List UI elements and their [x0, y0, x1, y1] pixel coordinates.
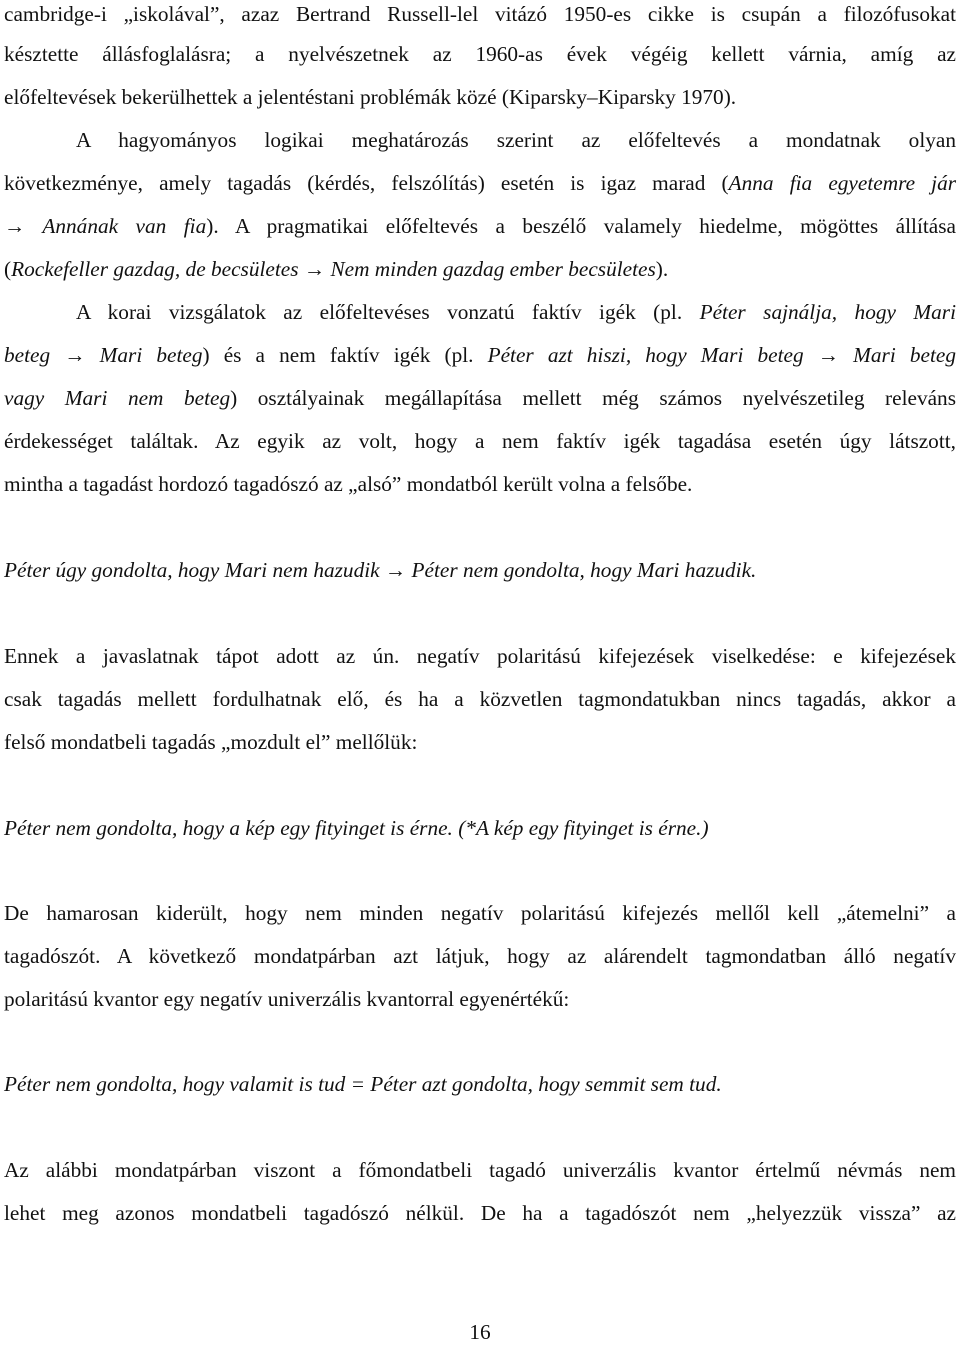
text-run: cambridge-i „iskolával”, azaz Bertrand Russell-lel vitázó 1950-es cikke is csupán a filozófusokat	[4, 2, 956, 26]
text-line-17	[4, 942, 956, 970]
text-run: ).	[655, 257, 669, 281]
italic-text-run: vagy Mari nem beteg	[4, 386, 231, 410]
text-run: Ennek a javaslatnak tápot adott az ún. negatív polaritású kifejezések viselkedése: e kifejezések	[4, 644, 956, 668]
example-sentence-2	[4, 814, 956, 842]
italic-text-run: → Annának van fia	[4, 214, 207, 238]
text-line-20	[4, 1199, 956, 1227]
text-line-4	[76, 126, 956, 154]
text-line-7	[4, 255, 956, 283]
text-run: érdekességet találtak. Az egyik az volt, hogy a nem faktív igék tagadása esetén úgy látszott,	[4, 429, 956, 453]
text-line-14	[4, 685, 956, 713]
italic-text-run: Péter nem gondolta, hogy valamit is tud = Péter azt gondolta, hogy semmit sem tud.	[4, 1072, 722, 1096]
text-line-18	[4, 985, 956, 1013]
italic-text-run: Rockefeller gazdag, de becsületes → Nem minden gazdag ember becsületes	[11, 257, 656, 281]
text-line-11	[4, 427, 956, 455]
text-run: csak tagadás mellett fordulhatnak elő, és ha a közvetlen tagmondatukban nincs tagadás, akkor a	[4, 687, 956, 711]
text-run: A korai vizsgálatok az előfeltevéses vonzatú faktív igék (pl.	[76, 300, 700, 324]
text-line-1	[4, 0, 956, 28]
example-sentence-3	[4, 1070, 956, 1098]
italic-text-run: Péter azt hiszi, hogy Mari beteg → Mari beteg	[487, 343, 956, 367]
text-line-12	[4, 470, 956, 498]
italic-text-run: Péter sajnálja, hogy Mari	[699, 300, 956, 324]
text-run: felső mondatbeli tagadás „mozdult el” mellőlük:	[4, 730, 418, 754]
text-line-5	[4, 169, 956, 197]
text-line-13	[4, 642, 956, 670]
text-run: De hamarosan kiderült, hogy nem minden negatív polaritású kifejezés mellől kell „átemelni” a	[4, 901, 956, 925]
text-line-15	[4, 728, 956, 756]
example-sentence-1	[4, 556, 956, 584]
text-line-3	[4, 83, 956, 111]
text-run: (	[4, 257, 12, 281]
text-run: Az alábbi mondatpárban viszont a főmondatbeli tagadó univerzális kvantor értelmű névmás nem	[4, 1158, 956, 1182]
text-line-8	[76, 298, 956, 326]
italic-text-run: Péter nem gondolta, hogy a kép egy fityinget is érne. (*A kép egy fityinget is érne.)	[4, 816, 709, 840]
text-run: lehet meg azonos mondatbeli tagadószó nélkül. De ha a tagadószót nem „helyezzük vissza” az	[4, 1201, 956, 1225]
text-line-10	[4, 384, 956, 412]
text-run: ) és a nem faktív igék (pl.	[202, 343, 488, 367]
text-line-19	[4, 1156, 956, 1184]
italic-text-run: Péter úgy gondolta, hogy Mari nem hazudik → Péter nem gondolta, hogy Mari hazudik.	[4, 558, 757, 582]
text-line-16	[4, 899, 956, 927]
italic-text-run: beteg → Mari beteg	[4, 343, 203, 367]
text-run: tagadószót. A következő mondatpárban azt látjuk, hogy az alárendelt tagmondatban álló negatív	[4, 944, 956, 968]
text-line-9	[4, 341, 956, 369]
text-run: következménye, amely tagadás (kérdés, felszólítás) esetén is igaz marad (	[4, 171, 729, 195]
text-run: mintha a tagadást hordozó tagadószó az „alsó” mondatból került volna a felsőbe.	[4, 472, 693, 496]
text-line-2	[4, 40, 956, 68]
text-line-6	[4, 212, 956, 240]
text-run: ). A pragmatikai előfeltevés a beszélő valamely hiedelme, mögöttes állítása	[206, 214, 956, 238]
page-number: 16	[469, 1320, 491, 1344]
text-run: polaritású kvantor egy negatív univerzális kvantorral egyenértékű:	[4, 987, 570, 1011]
text-run: A hagyományos logikai meghatározás szerint az előfeltevés a mondatnak olyan	[76, 128, 956, 152]
italic-text-run: Anna fia egyetemre jár	[728, 171, 956, 195]
text-run: késztette állásfoglalásra; a nyelvészetnek az 1960-as évek végéig kellett várnia, amíg az	[4, 42, 956, 66]
text-run: ) osztályainak megállapítása mellett még számos nyelvészetileg releváns	[230, 386, 956, 410]
text-run: előfeltevések bekerülhettek a jelentéstani problémák közé (Kiparsky–Kiparsky 1970).	[4, 85, 737, 109]
